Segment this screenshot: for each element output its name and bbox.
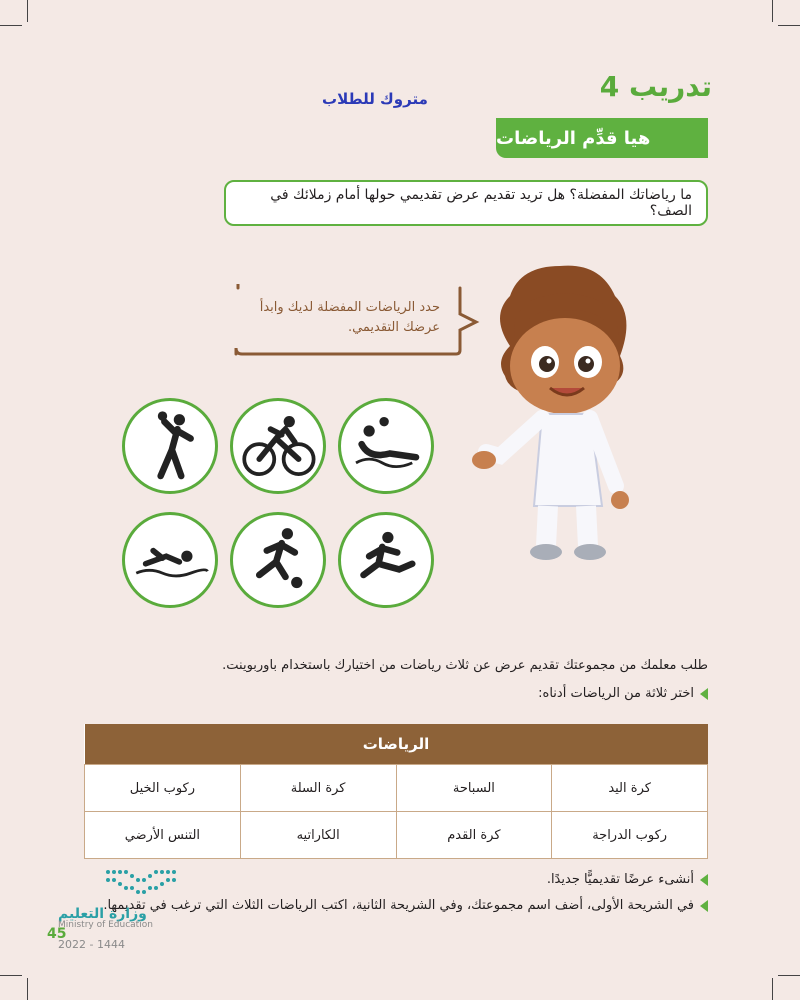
water-polo-icon <box>338 398 434 494</box>
speech-line-2: عرضك التقديمي. <box>347 320 440 335</box>
step-2-text: في الشريحة الأولى، أضف اسم مجموعتك، وفي الشريحة الثانية، اكتب الرياضات الثلاث التي ترغب في تقديمها. <box>103 898 694 913</box>
crop-mark <box>778 25 800 26</box>
table-cell: كرة القدم <box>396 812 552 859</box>
step-1 <box>547 872 708 887</box>
edition-year: 2022 - 1444 <box>58 938 125 951</box>
ministry-name-ar: وزارة التعليم <box>58 906 147 922</box>
page-title: تدريب 4 <box>599 70 712 103</box>
table-cell: التنس الأرضي <box>85 812 241 859</box>
student-note: متروك للطلاب <box>322 90 428 108</box>
choose-instruction <box>538 686 708 701</box>
speech-bubble-text <box>240 298 440 338</box>
section-banner <box>496 118 708 158</box>
cycling-icon <box>230 398 326 494</box>
handball-icon <box>122 398 218 494</box>
crop-mark <box>27 0 28 22</box>
question-box <box>224 180 708 226</box>
karate-icon <box>338 512 434 608</box>
table-cell: السباحة <box>396 765 552 812</box>
intro-paragraph: طلب معلمك من مجموعتك تقديم عرض عن ثلاث رياضات من اختيارك باستخدام باوربوينت. <box>222 658 708 673</box>
choose-text: اختر ثلاثة من الرياضات أدناه: <box>538 686 694 701</box>
boy-character <box>470 256 650 566</box>
ministry-logo-graphic <box>58 866 208 906</box>
table-row <box>85 812 708 859</box>
ministry-name-en: Ministry of Education <box>58 920 153 930</box>
crop-mark <box>27 978 28 1000</box>
table-cell: الكاراتيه <box>240 812 396 859</box>
ministry-logo <box>58 866 208 930</box>
bullet-icon <box>700 688 708 700</box>
table-cell: كرة السلة <box>240 765 396 812</box>
speech-line-1: حدد الرياضات المفضلة لديك وابدأ <box>259 300 440 315</box>
crop-mark <box>772 0 773 22</box>
step-1-text: أنشىء عرضًا تقديميًّا جديدًا. <box>546 872 694 887</box>
crop-mark <box>0 975 22 976</box>
crop-mark <box>772 978 773 1000</box>
crop-mark <box>0 25 22 26</box>
table-cell: كرة اليد <box>552 765 708 812</box>
page-number: 45 <box>47 926 67 942</box>
football-icon <box>230 512 326 608</box>
swimming-icon <box>122 512 218 608</box>
table-cell: ركوب الخيل <box>85 765 241 812</box>
table-row <box>85 765 708 812</box>
table-header: الرياضات <box>85 724 708 765</box>
question-text: ما رياضاتك المفضلة؟ هل تريد تقديم عرض تقديمي حولها أمام زملائك في الصف؟ <box>270 187 692 219</box>
crop-mark <box>778 975 800 976</box>
bullet-icon <box>700 900 708 912</box>
sports-table <box>84 724 708 859</box>
section-banner-label: هيا قدِّم الرياضات <box>496 127 651 149</box>
bullet-icon <box>700 874 708 886</box>
table-cell: ركوب الدراجة <box>552 812 708 859</box>
